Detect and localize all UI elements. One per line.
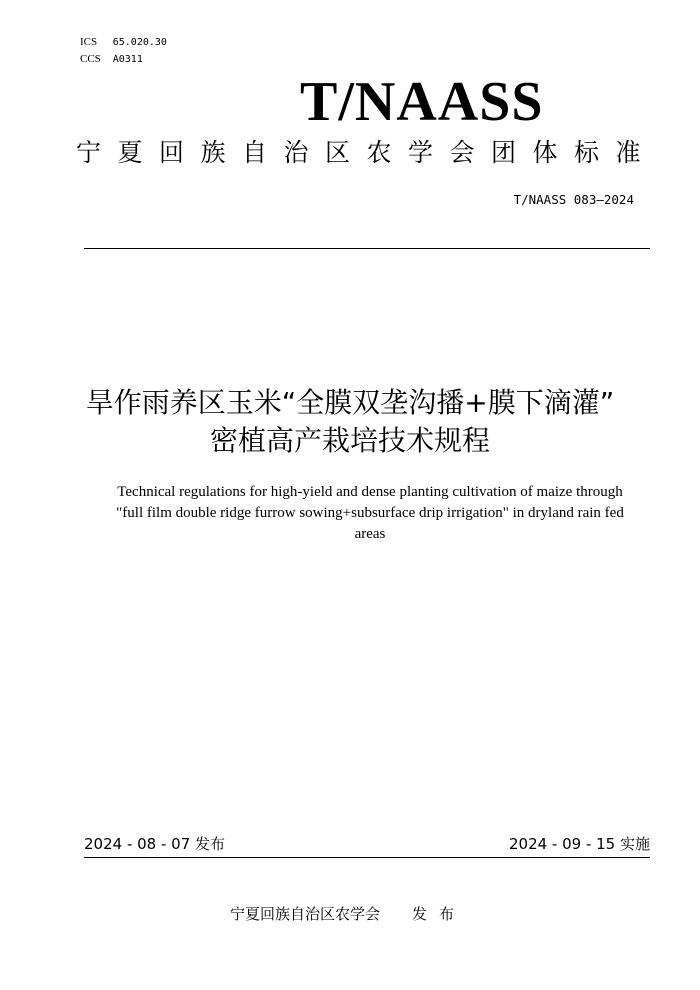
ccs-value: A0311 [112, 54, 143, 65]
issuer-line [230, 904, 490, 924]
organization-standard-title: 宁夏回族自治区农学会团体标准 [76, 138, 658, 167]
ics-code-line [80, 35, 167, 50]
ics-value: 65.020.30 [112, 37, 167, 48]
standard-brand-mark: T/NAASS [300, 71, 544, 133]
header-divider [84, 248, 650, 249]
english-title-line-2: "full film double ridge furrow sowing+subsurface drip irrigation" in dryland rain fed [116, 505, 624, 521]
english-title-line-3: areas [354, 526, 386, 542]
ccs-code-line [80, 52, 143, 67]
issuer-name: 宁夏回族自治区农学会 [230, 905, 381, 923]
english-title-line-1: Technical regulations for high-yield and dense planting cultivation of maize through [117, 484, 623, 500]
document-number: T/NAASS 083—2024 [513, 192, 634, 207]
ics-label: ICS [80, 36, 98, 48]
ccs-label: CCS [80, 53, 101, 65]
chinese-title-line-1: 旱作雨养区玉米“全膜双垄沟播+膜下滴灌” [85, 386, 615, 419]
publication-date: 2024 - 08 - 07 发布 [84, 835, 226, 853]
implementation-date: 2024 - 09 - 15 实施 [508, 835, 650, 853]
chinese-title-line-2: 密植高产栽培技术规程 [209, 424, 490, 457]
footer-divider [84, 857, 650, 858]
chinese-title [50, 384, 650, 460]
issue-verb: 发布 [412, 905, 467, 923]
english-title [80, 482, 660, 545]
